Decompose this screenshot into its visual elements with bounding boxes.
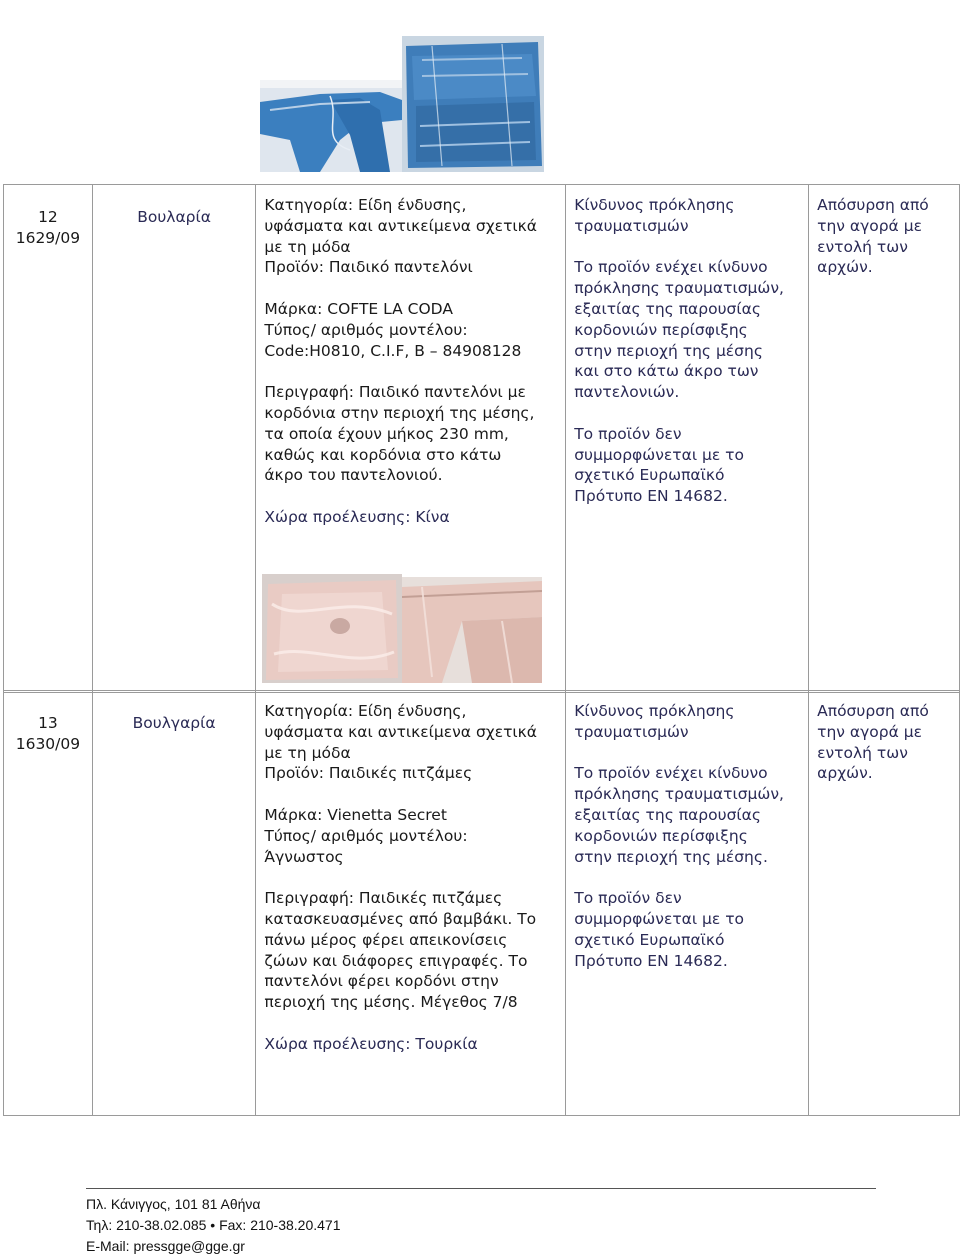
standard-text: σχετικό Ευρωπαϊκό: [574, 930, 725, 949]
product-photo-jeans-bag: [402, 36, 544, 172]
model-value: Άγνωστος: [264, 847, 344, 866]
country-of-origin: Χώρα προέλευσης: Τουρκία: [264, 1034, 478, 1053]
measure-text: εντολή των: [817, 743, 908, 762]
description-line: Περιγραφή: Παιδικό παντελόνι με: [264, 383, 526, 402]
description-line: κορδόνια στην περιοχή της μέσης,: [264, 403, 535, 422]
risk-text: κορδονιών περίσφιξης: [574, 826, 748, 845]
standard-text: σχετικό Ευρωπαϊκό: [574, 466, 725, 485]
standard-text: συμμορφώνεται με το: [574, 909, 745, 928]
risk-title: Κίνδυνος πρόκλησης: [574, 702, 735, 720]
risk-text: εξαιτίας της παρουσίας: [574, 299, 761, 318]
notifying-country: Βουλγαρία: [132, 714, 216, 732]
risk-text: παντελονιών.: [574, 383, 680, 402]
risk-text: και στο κάτω άκρο των: [574, 362, 759, 381]
entry-code: 1630/09: [15, 734, 81, 753]
standard-text: Πρότυπο EN 14682.: [574, 487, 728, 506]
standard-text: συμμορφώνεται με το: [574, 445, 744, 464]
risk-title: Κίνδυνος πρόκλησης: [574, 196, 735, 214]
description-line: καθώς και κορδόνια στο κάτω: [264, 445, 502, 464]
category-line: με τη μόδα: [264, 743, 351, 762]
notification-row-13: [3, 690, 960, 1116]
measure-text: την αγορά με: [817, 216, 922, 235]
measure-text: την αγορά με: [817, 722, 922, 741]
standard-text: Το προϊόν δεν: [574, 424, 682, 443]
category-line: με τη μόδα: [264, 237, 351, 256]
country-of-origin: Χώρα προέλευσης: Κίνα: [264, 507, 450, 526]
category-line: Κατηγορία: Είδη ένδυσης,: [264, 702, 467, 720]
footer-email[interactable]: E-Mail: pressgge@gge.gr: [86, 1238, 245, 1254]
measure-text: Απόσυρση από: [817, 702, 929, 720]
contact-footer: [86, 1188, 876, 1257]
category-line: Κατηγορία: Είδη ένδυσης,: [264, 196, 467, 214]
category-line: υφάσματα και αντικείμενα σχετικά: [264, 722, 538, 741]
product-name: Προϊόν: Παιδικό παντελόνι: [264, 258, 473, 277]
product-name: Προϊόν: Παιδικές πιτζάμες: [264, 764, 473, 783]
entry-number: 12: [38, 208, 58, 226]
description-line: περιοχή της μέσης. Μέγεθος 7/8: [264, 993, 518, 1012]
measures-cell: [809, 185, 960, 693]
description-line: άκρο του παντελονιού.: [264, 466, 443, 485]
standard-text: Το προϊόν δεν: [574, 889, 682, 908]
risk-text: πρόκλησης τραυματισμών,: [574, 785, 784, 804]
entry-number-cell: [4, 185, 93, 693]
description-line: τα οποία έχουν μήκος 230 mm,: [264, 424, 509, 443]
standard-text: Πρότυπο EN 14682.: [574, 951, 728, 970]
risk-text: Το προϊόν ενέχει κίνδυνο: [574, 258, 768, 277]
entry-number-cell: [4, 691, 93, 1116]
description-line: ζώων και διάφορες επιγραφές. Το: [264, 951, 528, 970]
footer-phone-fax: Τηλ: 210-38.02.085 • Fax: 210-38.20.471: [86, 1217, 341, 1233]
product-description-cell: [256, 691, 566, 1116]
brand: Μάρκα: COFTE LA CODA: [264, 299, 453, 318]
model-label: Τύπος/ αριθμός μοντέλου:: [264, 826, 468, 845]
measure-text: εντολή των: [817, 237, 908, 256]
description-line: Περιγραφή: Παιδικές πιτζάμες: [264, 889, 503, 908]
risk-cell: [566, 185, 809, 693]
risk-title: τραυματισμών: [574, 722, 689, 741]
model-value: Code:H0810, C.I.F, B – 84908128: [264, 341, 522, 360]
entry-number: 13: [38, 714, 58, 732]
entry-code: 1629/09: [15, 228, 81, 247]
description-line: πάνω μέρος φέρει απεικονίσεις: [264, 930, 508, 949]
category-line: υφάσματα και αντικείμενα σχετικά: [264, 216, 537, 235]
risk-text: πρόκλησης τραυματισμών,: [574, 279, 784, 298]
notifying-country-cell: [92, 691, 256, 1116]
product-photo-jeans-hanging: [260, 80, 402, 172]
risk-text: στην περιοχή της μέσης.: [574, 847, 768, 866]
measures-cell: [809, 691, 960, 1116]
risk-title: τραυματισμών: [574, 216, 689, 235]
notifying-country-cell: [92, 185, 255, 693]
description-line: παντελόνι φέρει κορδόνι στην: [264, 972, 499, 991]
risk-text: κορδονιών περίσφιξης: [574, 320, 748, 339]
model-label: Τύπος/ αριθμός μοντέλου:: [264, 320, 468, 339]
brand: Μάρκα: Vienetta Secret: [264, 805, 447, 824]
product-description-cell: [256, 185, 566, 693]
footer-address: Πλ. Κάνιγγος, 101 81 Αθήνα: [86, 1196, 261, 1212]
risk-text: εξαιτίας της παρουσίας: [574, 805, 761, 824]
risk-text: Το προϊόν ενέχει κίνδυνο: [574, 764, 768, 783]
measure-text: αρχών.: [817, 764, 873, 783]
risk-cell: [566, 691, 809, 1116]
notifying-country: Βουλαρία: [137, 208, 211, 226]
measure-text: Απόσυρση από: [817, 196, 929, 214]
description-line: κατασκευασμένες από βαμβάκι. Το: [264, 909, 537, 928]
notification-row-12: [3, 184, 960, 693]
risk-text: στην περιοχή της μέσης: [574, 341, 763, 360]
measure-text: αρχών.: [817, 258, 873, 277]
